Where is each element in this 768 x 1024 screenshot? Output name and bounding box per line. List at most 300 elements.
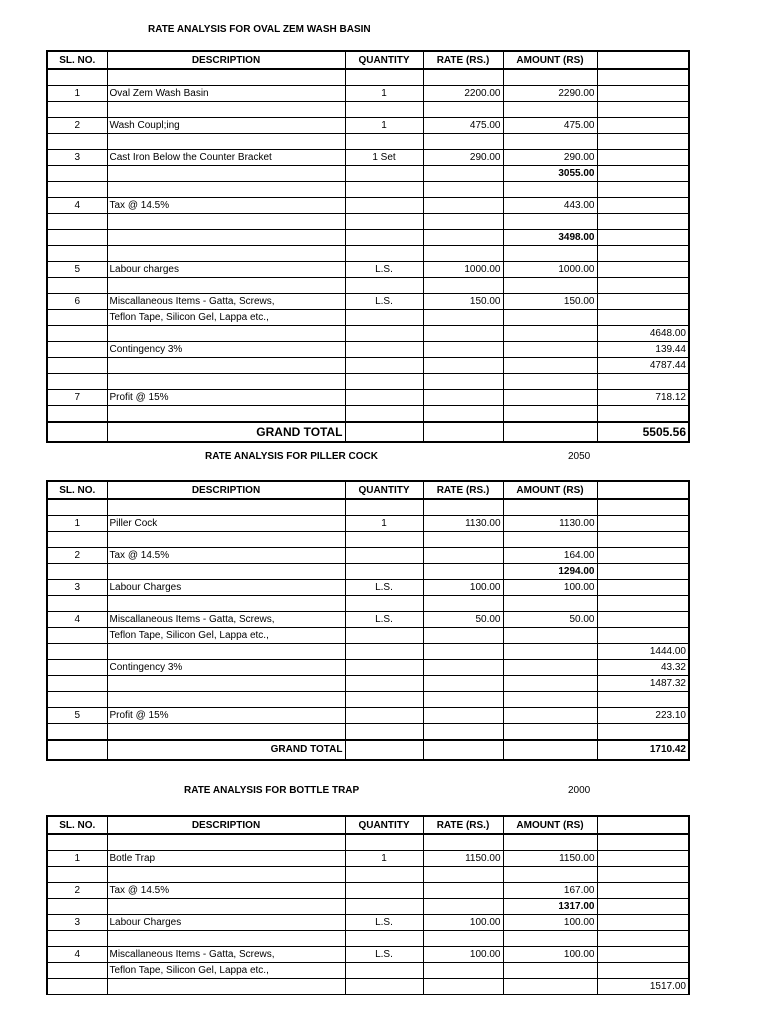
grand-total-row: [47, 422, 689, 442]
quantity-cell: L.S.: [345, 915, 423, 931]
quantity-cell: [345, 182, 423, 198]
table-row: [47, 516, 689, 532]
extra-total-cell: [597, 214, 689, 230]
table-row: [47, 374, 689, 390]
rate-cell: [423, 326, 503, 342]
extra-total-cell: [597, 118, 689, 134]
quantity-cell: [345, 724, 423, 741]
sl-no-cell: 1: [47, 516, 107, 532]
sl-no-cell: 3: [47, 915, 107, 931]
sl-no-cell: [47, 724, 107, 741]
description-cell: Teflon Tape, Silicon Gel, Lappa etc.,: [107, 963, 345, 979]
extra-total-cell: [597, 867, 689, 883]
grand-total-blank-cell: [345, 740, 423, 760]
quantity-cell: 1: [345, 118, 423, 134]
description-cell: Tax @ 14.5%: [107, 198, 345, 214]
rate-cell: [423, 963, 503, 979]
description-cell: Wash Coupl;ing: [107, 118, 345, 134]
header-extra: [597, 481, 689, 499]
quantity-cell: [345, 230, 423, 246]
rate-cell: [423, 406, 503, 423]
header-sl-no: SL. NO.: [47, 51, 107, 69]
extra-total-cell: [597, 851, 689, 867]
quantity-cell: [345, 278, 423, 294]
amount-cell: 100.00: [503, 915, 597, 931]
quantity-cell: [345, 644, 423, 660]
description-cell: [107, 166, 345, 182]
extra-total-cell: 718.12: [597, 390, 689, 406]
rate-cell: [423, 246, 503, 262]
quantity-cell: [345, 406, 423, 423]
amount-cell: [503, 628, 597, 644]
rate-cell: [423, 198, 503, 214]
rate-cell: [423, 676, 503, 692]
table-row: [47, 851, 689, 867]
description-cell: Tax @ 14.5%: [107, 548, 345, 564]
table-row: [47, 692, 689, 708]
sl-no-cell: [47, 182, 107, 198]
sl-no-cell: [47, 278, 107, 294]
description-cell: [107, 499, 345, 516]
rate-cell: [423, 230, 503, 246]
quantity-cell: [345, 166, 423, 182]
grand-total-blank-cell: [423, 422, 503, 442]
rate-cell: [423, 883, 503, 899]
quantity-cell: [345, 69, 423, 86]
description-cell: [107, 931, 345, 947]
sl-no-cell: [47, 867, 107, 883]
amount-cell: 475.00: [503, 118, 597, 134]
header-amount: AMOUNT (RS): [503, 816, 597, 834]
rate-cell: [423, 548, 503, 564]
rate-cell: [423, 724, 503, 741]
description-cell: [107, 358, 345, 374]
description-cell: [107, 724, 345, 741]
extra-total-cell: [597, 931, 689, 947]
extra-total-cell: [597, 166, 689, 182]
rate-cell: [423, 102, 503, 118]
amount-cell: 100.00: [503, 947, 597, 963]
rate-cell: [423, 166, 503, 182]
table-row: [47, 198, 689, 214]
table-row: [47, 708, 689, 724]
table-row: [47, 182, 689, 198]
extra-total-cell: [597, 724, 689, 741]
section-2-title: RATE ANALYSIS FOR PILLER COCK: [205, 451, 378, 462]
amount-cell: 100.00: [503, 580, 597, 596]
quantity-cell: L.S.: [345, 294, 423, 310]
grand-total-label: GRAND TOTAL: [107, 422, 345, 442]
extra-total-cell: [597, 883, 689, 899]
description-cell: Teflon Tape, Silicon Gel, Lappa etc.,: [107, 628, 345, 644]
table-row: [47, 262, 689, 278]
rate-cell: 100.00: [423, 915, 503, 931]
description-cell: [107, 692, 345, 708]
sl-no-cell: [47, 834, 107, 851]
amount-cell: [503, 499, 597, 516]
description-cell: Oval Zem Wash Basin: [107, 86, 345, 102]
table-row: [47, 564, 689, 580]
rate-cell: [423, 69, 503, 86]
quantity-cell: 1: [345, 86, 423, 102]
sl-no-cell: 5: [47, 262, 107, 278]
table-row: [47, 628, 689, 644]
description-cell: Profit @ 15%: [107, 390, 345, 406]
amount-cell: [503, 660, 597, 676]
table-row: [47, 214, 689, 230]
amount-cell: [503, 724, 597, 741]
rate-cell: 2200.00: [423, 86, 503, 102]
extra-total-cell: [597, 947, 689, 963]
sl-no-cell: [47, 342, 107, 358]
quantity-cell: [345, 564, 423, 580]
table-row: [47, 724, 689, 741]
amount-cell: [503, 102, 597, 118]
grand-total-blank-cell: [503, 740, 597, 760]
quantity-cell: [345, 931, 423, 947]
quantity-cell: [345, 979, 423, 995]
extra-total-cell: 223.10: [597, 708, 689, 724]
extra-total-cell: [597, 612, 689, 628]
grand-total-blank-cell: [503, 422, 597, 442]
quantity-cell: [345, 867, 423, 883]
sl-no-cell: [47, 963, 107, 979]
quantity-cell: 1: [345, 516, 423, 532]
extra-total-cell: [597, 150, 689, 166]
table-row: [47, 548, 689, 564]
extra-total-cell: [597, 548, 689, 564]
extra-total-cell: [597, 310, 689, 326]
description-cell: [107, 979, 345, 995]
description-cell: Miscallaneous Items - Gatta, Screws,: [107, 294, 345, 310]
sl-no-cell: [47, 692, 107, 708]
sl-no-cell: [47, 628, 107, 644]
quantity-cell: [345, 246, 423, 262]
rate-table-piller-cock: [46, 480, 690, 761]
quantity-cell: [345, 628, 423, 644]
header-amount: AMOUNT (RS): [503, 481, 597, 499]
table-row: [47, 867, 689, 883]
extra-total-cell: [597, 246, 689, 262]
quantity-cell: [345, 102, 423, 118]
rate-cell: [423, 310, 503, 326]
rate-cell: 475.00: [423, 118, 503, 134]
amount-cell: [503, 310, 597, 326]
grand-total-blank-cell: [423, 740, 503, 760]
extra-total-cell: [597, 899, 689, 915]
header-rate: RATE (RS.): [423, 816, 503, 834]
description-cell: [107, 596, 345, 612]
sl-no-cell: [47, 214, 107, 230]
description-cell: [107, 867, 345, 883]
description-cell: Labour charges: [107, 262, 345, 278]
rate-cell: [423, 931, 503, 947]
table-row: [47, 883, 689, 899]
quantity-cell: L.S.: [345, 580, 423, 596]
amount-cell: 443.00: [503, 198, 597, 214]
description-cell: [107, 246, 345, 262]
description-cell: [107, 834, 345, 851]
extra-total-cell: [597, 963, 689, 979]
section-3-extra-value: 2000: [568, 785, 591, 796]
description-cell: Piller Cock: [107, 516, 345, 532]
sl-no-cell: [47, 230, 107, 246]
table-row: [47, 134, 689, 150]
sl-no-cell: [47, 374, 107, 390]
rate-cell: [423, 214, 503, 230]
quantity-cell: [345, 596, 423, 612]
grand-total-row: [47, 740, 689, 760]
amount-cell: [503, 134, 597, 150]
table-row: [47, 834, 689, 851]
sl-no-cell: 2: [47, 118, 107, 134]
sl-no-cell: [47, 310, 107, 326]
quantity-cell: [345, 532, 423, 548]
header-quantity: QUANTITY: [345, 816, 423, 834]
quantity-cell: L.S.: [345, 612, 423, 628]
amount-cell: 2290.00: [503, 86, 597, 102]
sl-no-cell: [47, 676, 107, 692]
table-row: [47, 358, 689, 374]
rate-cell: 290.00: [423, 150, 503, 166]
extra-total-cell: [597, 564, 689, 580]
extra-total-cell: 1517.00: [597, 979, 689, 995]
sl-no-cell: [47, 979, 107, 995]
extra-total-cell: 4648.00: [597, 326, 689, 342]
sl-no-cell: 4: [47, 612, 107, 628]
quantity-cell: [345, 548, 423, 564]
sl-no-cell: 3: [47, 580, 107, 596]
amount-cell: 3498.00: [503, 230, 597, 246]
quantity-cell: L.S.: [345, 947, 423, 963]
amount-cell: [503, 358, 597, 374]
extra-total-cell: [597, 406, 689, 423]
amount-cell: [503, 867, 597, 883]
quantity-cell: [345, 883, 423, 899]
table-row: [47, 69, 689, 86]
description-cell: [107, 134, 345, 150]
table-row: [47, 963, 689, 979]
extra-total-cell: 1487.32: [597, 676, 689, 692]
amount-cell: 167.00: [503, 883, 597, 899]
extra-total-cell: [597, 102, 689, 118]
quantity-cell: [345, 899, 423, 915]
table-row: [47, 390, 689, 406]
sl-no-cell: 6: [47, 294, 107, 310]
description-cell: Teflon Tape, Silicon Gel, Lappa etc.,: [107, 310, 345, 326]
quantity-cell: 1: [345, 851, 423, 867]
section-1-title: RATE ANALYSIS FOR OVAL ZEM WASH BASIN: [148, 24, 371, 35]
sl-no-cell: [47, 326, 107, 342]
table-row: [47, 596, 689, 612]
sl-no-cell: [47, 102, 107, 118]
rate-cell: [423, 596, 503, 612]
description-cell: Tax @ 14.5%: [107, 883, 345, 899]
quantity-cell: [345, 358, 423, 374]
quantity-cell: [345, 310, 423, 326]
sl-no-cell: [47, 358, 107, 374]
table-row: [47, 86, 689, 102]
description-cell: [107, 182, 345, 198]
amount-cell: [503, 532, 597, 548]
rate-cell: [423, 644, 503, 660]
description-cell: [107, 230, 345, 246]
quantity-cell: [345, 708, 423, 724]
amount-cell: [503, 69, 597, 86]
quantity-cell: [345, 676, 423, 692]
grand-total-blank-cell: [47, 740, 107, 760]
quantity-cell: [345, 692, 423, 708]
amount-cell: 50.00: [503, 612, 597, 628]
rate-cell: [423, 899, 503, 915]
description-cell: [107, 69, 345, 86]
amount-cell: 150.00: [503, 294, 597, 310]
table-row: [47, 915, 689, 931]
extra-total-cell: [597, 69, 689, 86]
sl-no-cell: [47, 406, 107, 423]
header-description: DESCRIPTION: [107, 481, 345, 499]
rate-cell: 50.00: [423, 612, 503, 628]
table-header-row: [47, 481, 689, 499]
table-row: [47, 580, 689, 596]
sl-no-cell: [47, 69, 107, 86]
quantity-cell: [345, 198, 423, 214]
header-quantity: QUANTITY: [345, 481, 423, 499]
extra-total-cell: [597, 262, 689, 278]
amount-cell: 1130.00: [503, 516, 597, 532]
description-cell: [107, 374, 345, 390]
table-row: [47, 660, 689, 676]
grand-total-blank-cell: [47, 422, 107, 442]
amount-cell: [503, 676, 597, 692]
extra-total-cell: [597, 628, 689, 644]
rate-table-oval-zem-wash-basin: [46, 50, 690, 443]
amount-cell: [503, 246, 597, 262]
description-cell: Labour Charges: [107, 580, 345, 596]
amount-cell: [503, 963, 597, 979]
rate-cell: [423, 564, 503, 580]
table-row: [47, 294, 689, 310]
header-extra: [597, 816, 689, 834]
rate-cell: [423, 342, 503, 358]
quantity-cell: 1 Set: [345, 150, 423, 166]
sl-no-cell: 4: [47, 198, 107, 214]
description-cell: Contingency 3%: [107, 342, 345, 358]
rate-cell: 1150.00: [423, 851, 503, 867]
extra-total-cell: [597, 278, 689, 294]
extra-total-cell: [597, 516, 689, 532]
table-row: [47, 118, 689, 134]
description-cell: [107, 406, 345, 423]
amount-cell: 1150.00: [503, 851, 597, 867]
amount-cell: [503, 342, 597, 358]
extra-total-cell: 4787.44: [597, 358, 689, 374]
sl-no-cell: 1: [47, 86, 107, 102]
description-cell: [107, 278, 345, 294]
extra-total-cell: [597, 532, 689, 548]
table-row: [47, 499, 689, 516]
table-row: [47, 150, 689, 166]
table-row: [47, 278, 689, 294]
extra-total-cell: [597, 834, 689, 851]
amount-cell: 1294.00: [503, 564, 597, 580]
quantity-cell: L.S.: [345, 262, 423, 278]
table-row: [47, 102, 689, 118]
amount-cell: [503, 390, 597, 406]
grand-total-value: 5505.56: [597, 422, 689, 442]
table-row: [47, 644, 689, 660]
description-cell: [107, 564, 345, 580]
table-row: [47, 310, 689, 326]
table-row: [47, 342, 689, 358]
amount-cell: [503, 596, 597, 612]
quantity-cell: [345, 326, 423, 342]
extra-total-cell: [597, 499, 689, 516]
table-row: [47, 532, 689, 548]
extra-total-cell: [597, 692, 689, 708]
amount-cell: [503, 931, 597, 947]
header-extra: [597, 51, 689, 69]
header-description: DESCRIPTION: [107, 51, 345, 69]
extra-total-cell: [597, 294, 689, 310]
table-row: [47, 931, 689, 947]
grand-total-label: GRAND TOTAL: [107, 740, 345, 760]
description-cell: [107, 326, 345, 342]
extra-total-cell: [597, 915, 689, 931]
header-sl-no: SL. NO.: [47, 816, 107, 834]
header-sl-no: SL. NO.: [47, 481, 107, 499]
table-row: [47, 979, 689, 995]
table-row: [47, 166, 689, 182]
description-cell: [107, 676, 345, 692]
description-cell: [107, 644, 345, 660]
quantity-cell: [345, 963, 423, 979]
extra-total-cell: [597, 134, 689, 150]
table-row: [47, 230, 689, 246]
extra-total-cell: [597, 580, 689, 596]
header-rate: RATE (RS.): [423, 51, 503, 69]
extra-total-cell: 1444.00: [597, 644, 689, 660]
sl-no-cell: [47, 134, 107, 150]
section-3-title: RATE ANALYSIS FOR BOTTLE TRAP: [184, 785, 360, 796]
extra-total-cell: [597, 596, 689, 612]
rate-cell: [423, 834, 503, 851]
table-row: [47, 326, 689, 342]
sl-no-cell: 5: [47, 708, 107, 724]
quantity-cell: [345, 660, 423, 676]
amount-cell: [503, 708, 597, 724]
amount-cell: 164.00: [503, 548, 597, 564]
amount-cell: [503, 692, 597, 708]
quantity-cell: [345, 342, 423, 358]
table-row: [47, 947, 689, 963]
rate-cell: 1000.00: [423, 262, 503, 278]
section-2-extra-value: 2050: [568, 451, 591, 462]
rate-cell: [423, 390, 503, 406]
sl-no-cell: 3: [47, 150, 107, 166]
table-header-row: [47, 51, 689, 69]
sl-no-cell: [47, 899, 107, 915]
sl-no-cell: [47, 931, 107, 947]
sl-no-cell: 2: [47, 548, 107, 564]
sl-no-cell: [47, 660, 107, 676]
table-row: [47, 406, 689, 423]
grand-total-value: 1710.42: [597, 740, 689, 760]
quantity-cell: [345, 214, 423, 230]
rate-cell: 150.00: [423, 294, 503, 310]
grand-total-blank-cell: [345, 422, 423, 442]
sl-no-cell: [47, 564, 107, 580]
